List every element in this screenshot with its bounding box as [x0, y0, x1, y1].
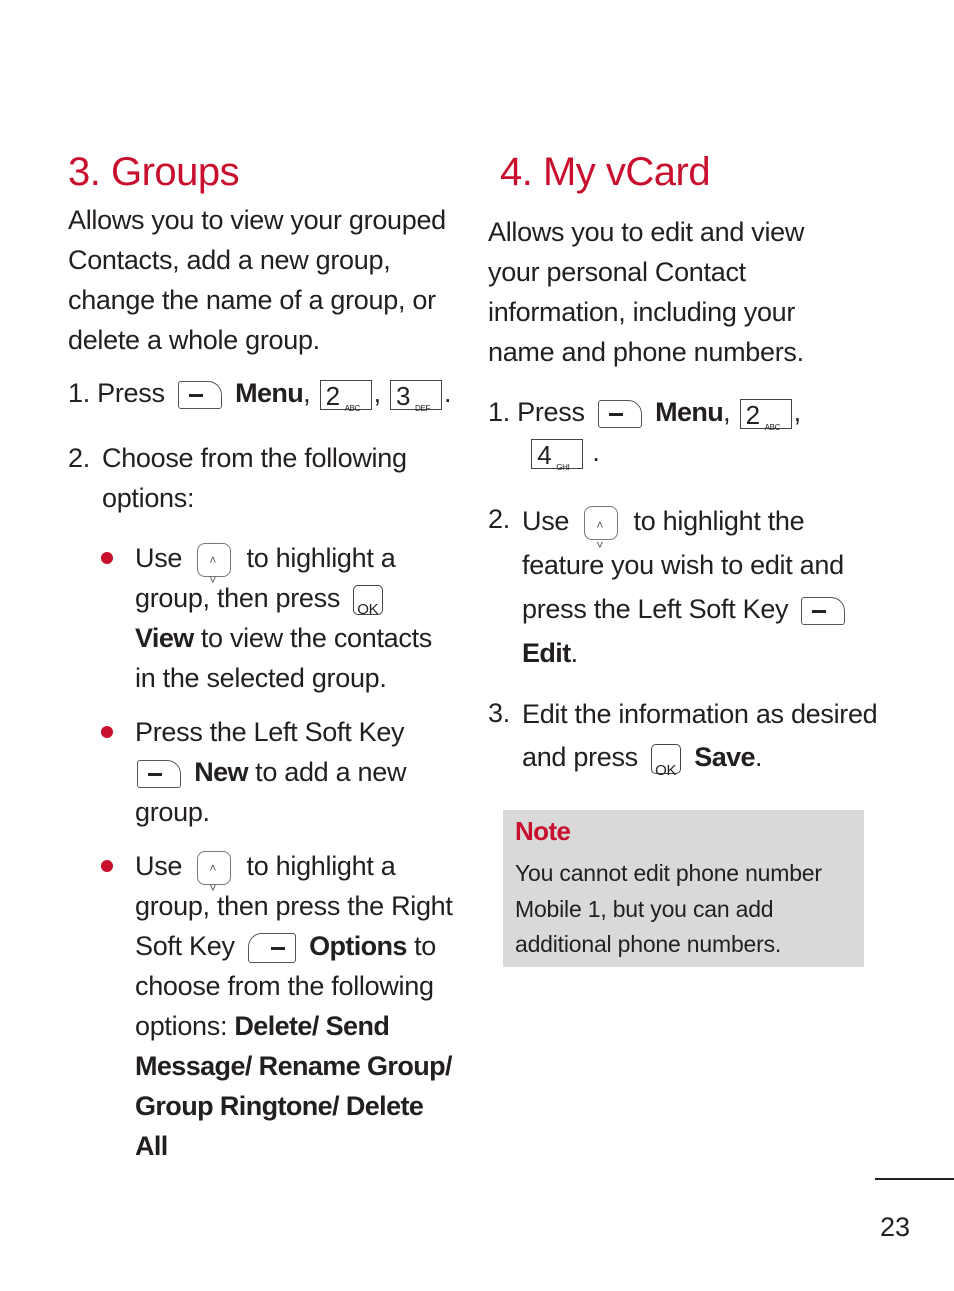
nav-key-icon: ˄ ˅	[584, 506, 618, 540]
vcard-intro: Allows you to edit and view your personal Contact information, including your name and phone numbers.	[488, 217, 805, 367]
view-label: View	[135, 623, 194, 653]
note-title: Note	[515, 816, 571, 846]
step-text: Choose from the following options:	[102, 443, 407, 513]
page-number: 23	[880, 1212, 911, 1242]
step-press: Press	[517, 397, 585, 427]
vcard-step-3: 3. Edit the information as desired and press OK Save.	[488, 693, 878, 779]
note-text: You cannot edit phone number Mobile 1, but you can add additional phone numbers.	[515, 860, 822, 957]
groups-step-2	[68, 438, 458, 518]
options-list: Delete/ Send Message/ Rename Group/ Group Ringtone/ Delete All	[135, 1011, 452, 1161]
nav-key-icon: ˄ ˅	[197, 543, 231, 577]
ok-key-icon: OK	[353, 585, 383, 615]
vcard-step-1: 1. Press Menu, 2 ABC , 4 GHI .	[488, 397, 801, 472]
groups-step-1: 1. Press Menu, 2 ABC , 3 DEF .	[68, 378, 452, 413]
new-label: New	[194, 757, 248, 787]
footer-rule	[875, 1178, 954, 1180]
left-soft-key-icon	[598, 400, 642, 428]
vcard-heading: 4. My vCard	[500, 150, 711, 194]
groups-bullet-2: Press the Left Soft Key New to add a new group.	[135, 712, 445, 832]
vcard-step-2: 2. Use ˄ ˅ to highlight the feature you wish to edit and press the Left Soft Key Edit.	[488, 499, 873, 675]
left-soft-key-icon	[178, 381, 222, 409]
groups-bullet-3: Use ˄ ˅ to highlight a group, then press the Right Soft Key Options to choose from the following options: Delete/ Send Message/ Rename Group/ Group Ringtone/ Delete All	[135, 846, 455, 1166]
key-4-icon: 4 GHI	[531, 439, 583, 469]
bullet-dot	[101, 860, 113, 872]
ok-key-icon: OK	[651, 744, 681, 774]
step-number: 3.	[488, 698, 510, 728]
right-soft-key-icon	[248, 933, 296, 963]
key-2-icon: 2 ABC	[320, 380, 372, 410]
bullet-dot	[101, 726, 113, 738]
step-press: Press	[97, 378, 165, 408]
menu-label: Menu	[235, 378, 304, 408]
note-box	[503, 810, 864, 967]
key-2-icon: 2 ABC	[740, 399, 792, 429]
groups-intro: Allows you to view your grouped Contacts, add a new group, change the name of a group, or delete a whole group.	[68, 205, 446, 355]
left-soft-key-icon	[801, 597, 845, 625]
menu-label: Menu	[655, 397, 724, 427]
groups-bullet-1: Use ˄ ˅ to highlight a group, then press OK View to view the contacts in the selected group.	[135, 538, 455, 698]
step-number: 2.	[68, 443, 90, 473]
step-number: 1.	[68, 378, 90, 408]
save-label: Save	[694, 742, 755, 772]
step-number: 1.	[488, 397, 510, 427]
options-label: Options	[309, 931, 407, 961]
groups-heading: 3. Groups	[68, 150, 240, 194]
bullet-dot	[101, 552, 113, 564]
edit-label: Edit	[522, 638, 571, 668]
left-soft-key-icon	[137, 760, 181, 788]
nav-key-icon: ˄ ˅	[197, 851, 231, 885]
step-number: 2.	[488, 504, 510, 534]
key-3-icon: 3 DEF	[390, 380, 442, 410]
